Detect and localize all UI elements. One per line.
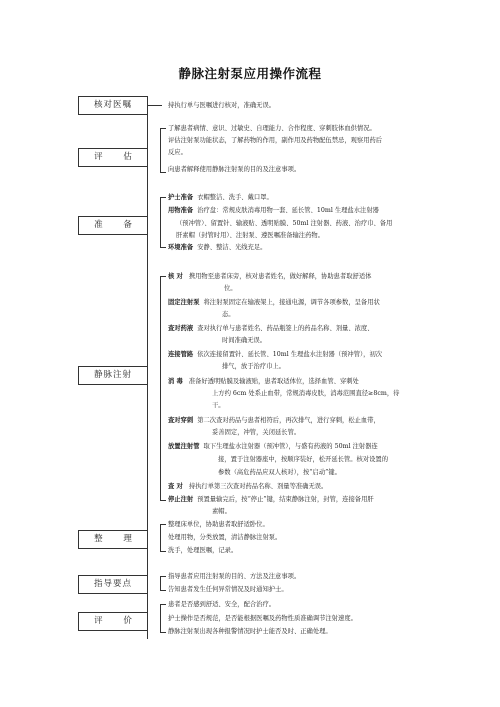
step-box-verify-order: 核对医嘱 bbox=[78, 96, 148, 115]
connector bbox=[160, 590, 166, 591]
connector bbox=[160, 632, 166, 633]
bracket-line bbox=[160, 276, 161, 500]
connector bbox=[160, 576, 166, 577]
connector bbox=[160, 551, 166, 552]
step-line: 整理床单位，协助患者取舒适卧位。 bbox=[168, 521, 269, 528]
item-line-cont: 干。 bbox=[212, 402, 225, 409]
item-line: 核 对 携用物至患者床旁，核对患者姓名，做好解释，协助患者取舒适体 bbox=[168, 273, 372, 280]
item-line: 放置注射管 取下生理盐水注射器（预冲管），与盛有药液的 50ml 注射器连 bbox=[168, 443, 378, 450]
connector bbox=[160, 276, 166, 277]
bracket-line bbox=[160, 128, 161, 172]
item-line: 查对药液 查对执行单与患者姓名、药品瓶签上的药品名称、剂量、浓度、 bbox=[168, 325, 374, 332]
item-line-cont: 上方约 6cm 处系止血带，常规消毒皮肤，消毒范围直径≥8cm，待 bbox=[212, 390, 400, 397]
step-line: 静脉注射泵出现各种报警情况时护士能否及时、正确处理。 bbox=[168, 628, 332, 635]
item-line-cont: 时间准确无误。 bbox=[222, 337, 267, 344]
step-line: 告知患者发生任何异常情况及时通知护士。 bbox=[168, 586, 288, 593]
item-line-cont: 参数（高危药品应双人核对），按“启动”键。 bbox=[218, 469, 341, 476]
connector bbox=[160, 604, 166, 605]
bracket-line bbox=[160, 604, 161, 632]
item-line: 查 对 持执行单第三次查对药品名称、剂量等准确无误。 bbox=[168, 483, 328, 490]
step-line: 洗手，处理医嘱，记录。 bbox=[168, 547, 238, 554]
step-box-evaluate: 评 价 bbox=[78, 612, 148, 631]
connector bbox=[160, 247, 166, 248]
step-line: 患者是否感到舒适、安全，配合治疗。 bbox=[168, 601, 276, 608]
connector bbox=[148, 105, 162, 106]
item-line-cont: 排气，放于治疗巾上。 bbox=[222, 363, 285, 370]
connector bbox=[160, 128, 166, 129]
step-line: 反应。 bbox=[168, 149, 187, 156]
page-title: 静脉注射泵应用操作流程 bbox=[178, 66, 322, 81]
step-box-tidy: 整 理 bbox=[78, 530, 148, 549]
item-line: 连接管路 依次连接留置针、延长管、10ml 生理盐水注射器（预冲管），初次 bbox=[168, 351, 383, 358]
item-line-cont: 态。 bbox=[222, 311, 235, 318]
bracket-line bbox=[160, 197, 161, 247]
item-line: 用物准备 治疗盘：常规皮肤消毒用物一套、延长管、10ml 生理盐水注射器 bbox=[168, 207, 379, 214]
step-box-guidance: 指导要点 bbox=[78, 575, 148, 594]
step-line: 指导患者应用注射泵的目的、方法及注意事项。 bbox=[168, 573, 301, 580]
item-line: 护士准备 衣帽整洁、洗手、戴口罩。 bbox=[168, 194, 273, 201]
item-line: 停止注射 预置量输完后，按“停止”键，结束静脉注射，封管，连接备用肝 bbox=[168, 496, 374, 503]
step-line: 评估注射泵功能状态，了解药物的作用，副作用及药物配伍禁忌，观察用药后 bbox=[168, 137, 383, 144]
step-box-prepare: 准 备 bbox=[78, 216, 148, 235]
bracket-line bbox=[160, 576, 161, 590]
bracket-line bbox=[160, 524, 161, 551]
item-line: 固定注射泵 将注射泵固定在输液架上，接通电源，调节各项参数，呈备用状 bbox=[168, 299, 380, 306]
step-line: 了解患者病情、意识、过敏史、自理能力、合作程度、穿刺肢体血供情况。 bbox=[168, 125, 376, 132]
step-box-assess: 评 估 bbox=[78, 148, 148, 167]
step-line: 处理用物，分类放置，清洁静脉注射泵。 bbox=[168, 534, 282, 541]
item-line-cont: （预冲管）、留置针、输液贴、透明贴膜、50ml 注射器、药液、治疗巾、备用 bbox=[176, 220, 393, 227]
item-line-cont: 妥善固定，冲管，关闭延长管。 bbox=[212, 429, 301, 436]
step-line: 向患者解释使用静脉注射泵的目的及注意事项。 bbox=[168, 166, 301, 173]
item-line-cont: 位。 bbox=[224, 285, 237, 292]
step-box-iv-injection: 静脉注射 bbox=[78, 366, 148, 385]
item-line: 查对穿刺 第二次查对药品与患者相符后，再次排气，进行穿刺，松止血带， bbox=[168, 417, 380, 424]
item-line-cont: 素帽。 bbox=[212, 508, 231, 515]
step-line: 护士操作是否规范，是否能根据医嘱及药物性质准确调节注射速度。 bbox=[168, 615, 357, 622]
connector bbox=[160, 524, 166, 525]
item-line-cont: 肝素帽（封管时用）、注射泵、遵医嘱准备输注药物。 bbox=[176, 232, 324, 239]
connector bbox=[160, 500, 166, 501]
item-line: 消 毒 准备好透明贴膜及输液贴，患者取适体位，选择血管、穿刺处 bbox=[168, 378, 359, 385]
connector bbox=[160, 197, 166, 198]
item-line-cont: 接，置于注射器座中，按顺序装好，松开延长管。核对设置的 bbox=[218, 456, 389, 463]
step-line: 持执行单与医嘱进行核对，准确无误。 bbox=[168, 102, 276, 109]
item-line: 环境准备 安静、整洁、光线充足。 bbox=[168, 244, 267, 251]
connector bbox=[160, 172, 166, 173]
